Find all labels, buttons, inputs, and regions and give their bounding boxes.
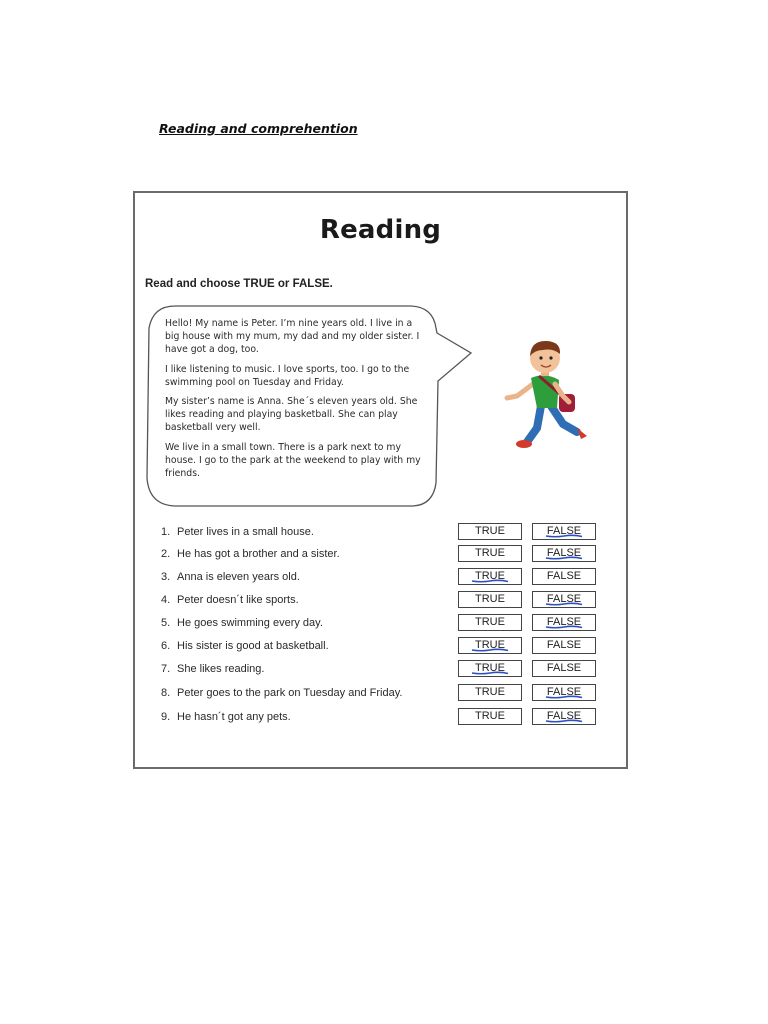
option-label: TRUE: [475, 662, 505, 674]
question-statement: She likes reading.: [177, 663, 265, 675]
passage-paragraph: Hello! My name is Peter. I’m nine years old. I live in a big house with my mum, my dad and my older sister. I have got a dog, too.: [165, 318, 420, 356]
option-label: TRUE: [475, 639, 505, 651]
false-option[interactable]: [532, 637, 596, 654]
true-option[interactable]: [458, 545, 522, 562]
question-number: 7.: [161, 663, 171, 675]
question-number: 2.: [161, 548, 171, 560]
answer-underline-mark: [471, 648, 509, 652]
false-option[interactable]: [532, 614, 596, 631]
option-label: FALSE: [546, 686, 582, 698]
option-label: FALSE: [546, 710, 582, 722]
question-text: [161, 617, 323, 629]
question-statement: His sister is good at basketball.: [177, 640, 329, 652]
question-row: [135, 708, 626, 728]
option-label: TRUE: [475, 525, 505, 537]
option-label: FALSE: [546, 547, 582, 559]
question-row: [135, 637, 626, 657]
option-label: TRUE: [475, 547, 505, 559]
boy-illustration: [497, 336, 602, 451]
question-statement: He goes swimming every day.: [177, 617, 323, 629]
false-option[interactable]: [532, 708, 596, 725]
answer-underline-mark: [545, 534, 583, 538]
option-label: TRUE: [475, 686, 505, 698]
question-row: [135, 523, 626, 543]
question-text: [161, 526, 314, 538]
option-label: FALSE: [546, 525, 582, 537]
question-number: 4.: [161, 594, 171, 606]
false-option[interactable]: [532, 523, 596, 540]
reading-worksheet: [133, 191, 628, 769]
option-label: FALSE: [546, 570, 582, 582]
page-heading: Reading and comprehention: [159, 121, 358, 136]
question-number: 8.: [161, 687, 171, 699]
passage-paragraph: We live in a small town. There is a park next to my house. I go to the park at the weekend to play with my friends.: [165, 441, 421, 480]
worksheet-title: Reading: [319, 215, 442, 245]
true-option[interactable]: [458, 708, 522, 725]
false-option[interactable]: [532, 545, 596, 562]
answer-underline-mark: [545, 625, 583, 629]
passage-paragraph: My sister’s name is Anna. She´s eleven years old. She likes reading and playing basketball. She can play basketball very well.: [165, 396, 418, 434]
question-number: 6.: [161, 640, 171, 652]
question-row: [135, 568, 626, 588]
question-statement: He has got a brother and a sister.: [177, 548, 340, 560]
answer-underline-mark: [545, 695, 583, 699]
option-label: TRUE: [475, 593, 505, 605]
true-option[interactable]: [458, 568, 522, 585]
question-text: [161, 663, 264, 675]
answer-underline-mark: [471, 579, 509, 583]
question-row: [135, 545, 626, 565]
question-text: [161, 711, 291, 723]
true-option[interactable]: [458, 684, 522, 701]
question-number: 1.: [161, 526, 171, 538]
option-label: FALSE: [546, 639, 582, 651]
true-option[interactable]: [458, 637, 522, 654]
question-row: [135, 614, 626, 634]
question-statement: He hasn´t got any pets.: [177, 711, 291, 723]
false-option[interactable]: [532, 591, 596, 608]
option-label: TRUE: [475, 570, 505, 582]
worksheet-instruction: Read and choose TRUE or FALSE.: [145, 278, 333, 290]
true-option[interactable]: [458, 614, 522, 631]
reading-passage: [165, 317, 427, 486]
question-text: [161, 548, 340, 560]
option-label: FALSE: [546, 593, 582, 605]
answer-underline-mark: [545, 556, 583, 560]
answer-underline-mark: [471, 671, 509, 675]
question-text: [161, 640, 329, 652]
question-row: [135, 591, 626, 611]
answer-underline-mark: [545, 602, 583, 606]
option-label: FALSE: [546, 662, 582, 674]
true-option[interactable]: [458, 523, 522, 540]
question-text: [161, 571, 300, 583]
question-statement: Peter goes to the park on Tuesday and Friday.: [177, 687, 403, 699]
question-statement: Peter doesn´t like sports.: [177, 594, 299, 606]
option-label: TRUE: [475, 710, 505, 722]
question-number: 3.: [161, 571, 171, 583]
question-text: [161, 687, 402, 699]
true-option[interactable]: [458, 591, 522, 608]
option-label: FALSE: [546, 616, 582, 628]
false-option[interactable]: [532, 660, 596, 677]
question-number: 5.: [161, 617, 171, 629]
question-number: 9.: [161, 711, 171, 723]
answer-underline-mark: [545, 719, 583, 723]
true-option[interactable]: [458, 660, 522, 677]
question-statement: Peter lives in a small house.: [177, 526, 314, 538]
false-option[interactable]: [532, 568, 596, 585]
option-label: TRUE: [475, 616, 505, 628]
question-row: [135, 684, 626, 704]
false-option[interactable]: [532, 684, 596, 701]
passage-paragraph: I like listening to music. I love sports, too. I go to the swimming pool on Tuesday and Friday.: [165, 363, 410, 388]
question-row: [135, 660, 626, 680]
question-statement: Anna is eleven years old.: [177, 571, 300, 583]
question-text: [161, 594, 299, 606]
